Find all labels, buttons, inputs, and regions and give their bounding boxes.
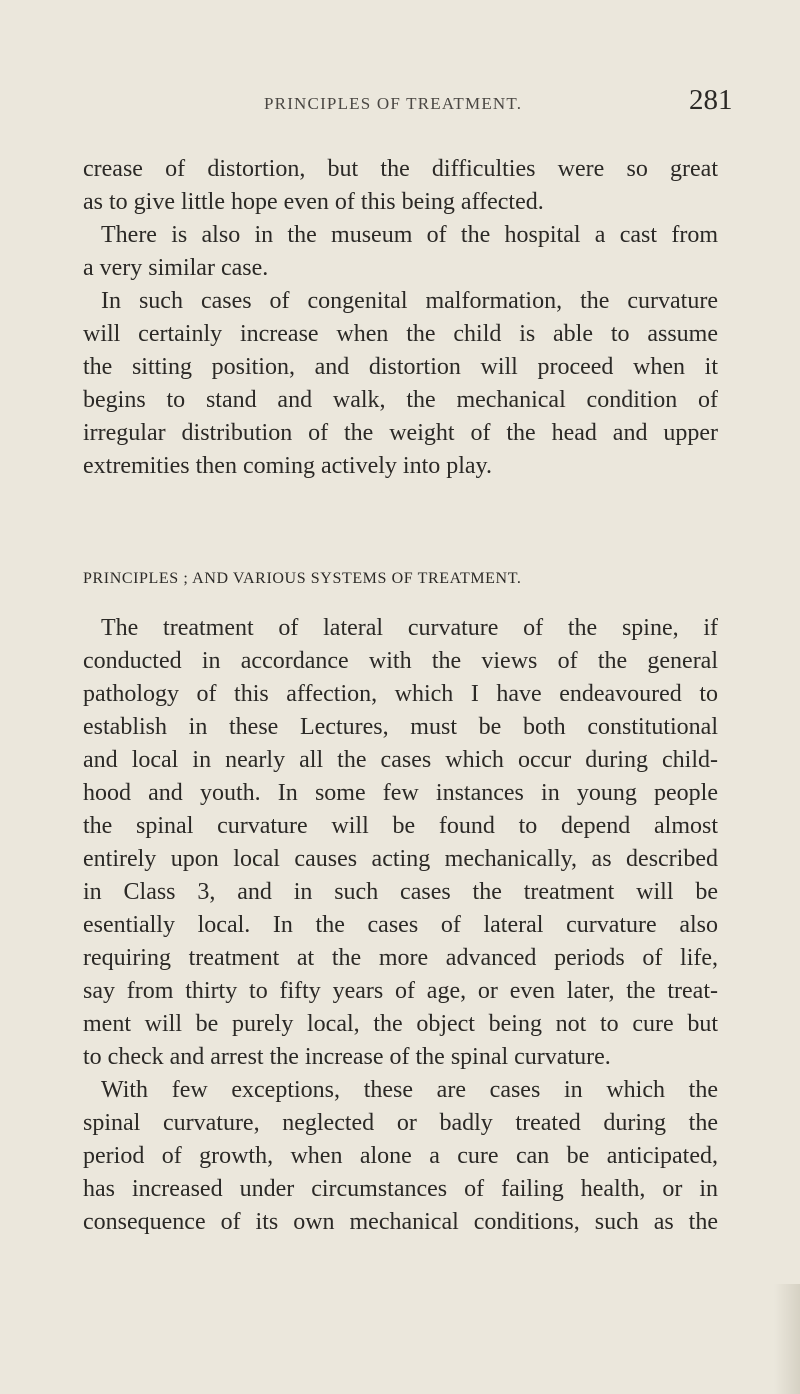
- line-text: will certainly increase when the child is able to assume: [83, 321, 718, 347]
- line-text: say from thirty to fifty years of age, or even later, the treat-: [83, 978, 718, 1004]
- line-text: irregular distribution of the weight of the head and upper: [83, 420, 718, 446]
- page-number: 281: [689, 84, 733, 116]
- line-text: in Class 3, and in such cases the treatment will be: [83, 879, 718, 905]
- line-text: esentially local. In the cases of lateral curvature also: [83, 912, 718, 938]
- line-text: as to give little hope even of this being affected.: [83, 189, 544, 215]
- line-text: a very similar case.: [83, 255, 269, 281]
- line-text: extremities then coming actively into play.: [83, 453, 492, 479]
- line-text: conducted in accordance with the views of the general: [83, 648, 718, 674]
- line-text: to check and arrest the increase of the spinal curvature.: [83, 1044, 611, 1070]
- line-text: the spinal curvature will be found to depend almost: [83, 813, 718, 839]
- line-text: has increased under circumstances of failing health, or in: [83, 1176, 718, 1202]
- line-text: begins to stand and walk, the mechanical condition of: [83, 387, 718, 413]
- line-text: establish in these Lectures, must be both constitutional: [83, 714, 718, 740]
- line-text: the sitting position, and distortion will proceed when it: [83, 354, 718, 380]
- running-title: PRINCIPLES OF TREATMENT.: [264, 94, 523, 113]
- section-heading: PRINCIPLES ; AND VARIOUS SYSTEMS OF TREATMENT.: [83, 570, 522, 587]
- line-text: spinal curvature, neglected or badly treated during the: [83, 1110, 718, 1136]
- line-text: pathology of this affection, which I have endeavoured to: [83, 681, 718, 707]
- line-text: and local in nearly all the cases which occur during child-: [83, 747, 718, 773]
- line-text: With few exceptions, these are cases in which the: [101, 1077, 718, 1103]
- line-text: requiring treatment at the more advanced periods of life,: [83, 945, 718, 971]
- line-text: entirely upon local causes acting mechanically, as described: [83, 846, 718, 872]
- line-text: consequence of its own mechanical conditions, such as the: [83, 1209, 718, 1235]
- line-text: period of growth, when alone a cure can be anticipated,: [83, 1143, 718, 1169]
- line-text: In such cases of congenital malformation, the curvature: [101, 288, 718, 314]
- line-text: There is also in the museum of the hospital a cast from: [101, 222, 718, 248]
- line-text: crease of distortion, but the difficulties were so great: [83, 156, 718, 182]
- page-edge-shadow: [774, 1284, 800, 1394]
- running-head: [0, 84, 800, 124]
- line-text: The treatment of lateral curvature of the spine, if: [101, 615, 718, 641]
- line-text: ment will be purely local, the object being not to cure but: [83, 1011, 718, 1037]
- line-text: hood and youth. In some few instances in young people: [83, 780, 718, 806]
